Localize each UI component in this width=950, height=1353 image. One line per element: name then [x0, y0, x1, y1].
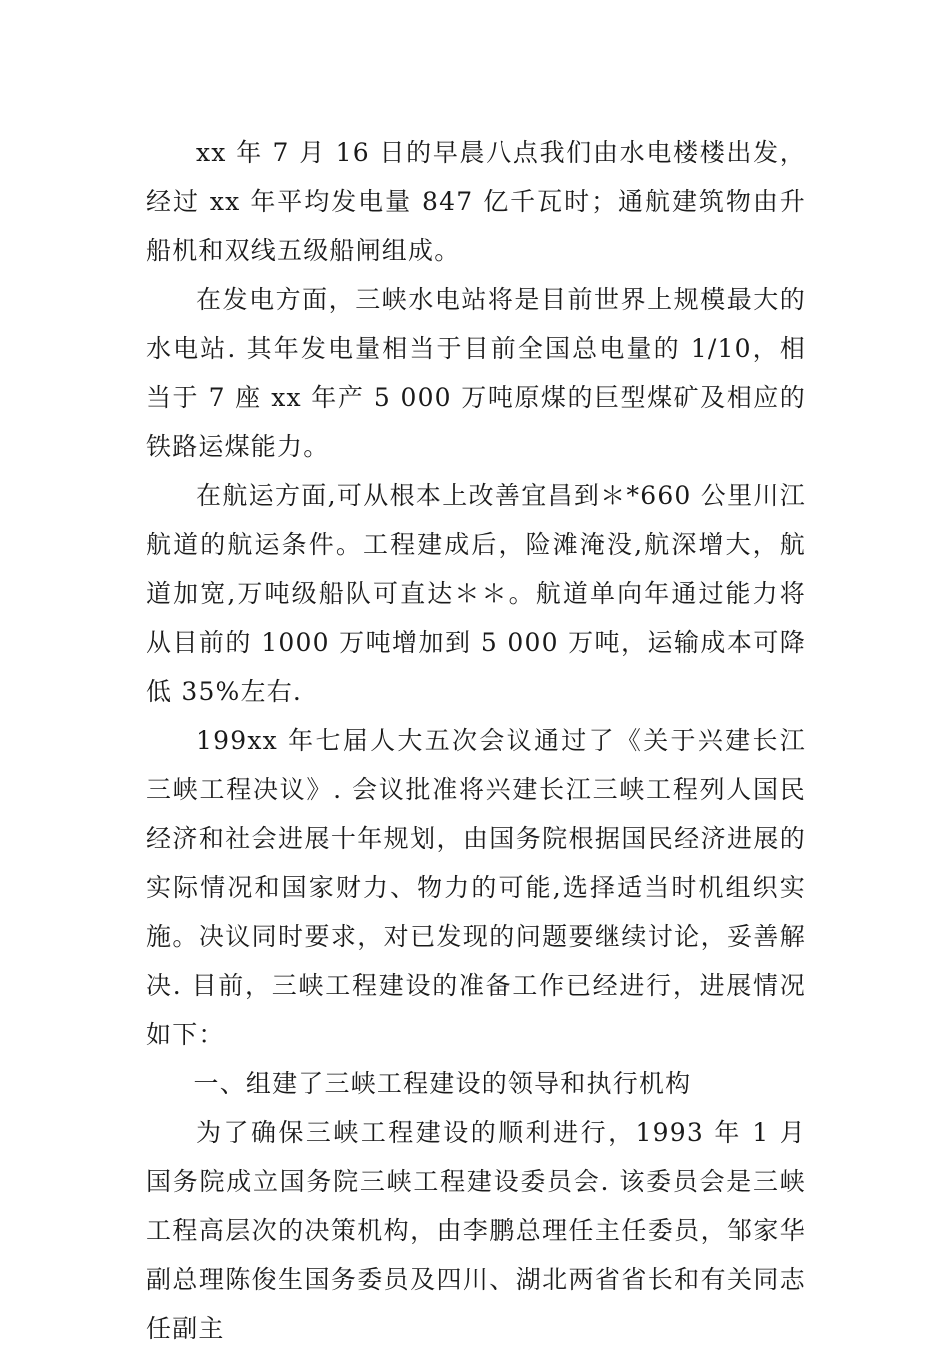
- paragraph-committee: 为了确保三峡工程建设的顺利进行，1993 年 1 月国务院成立国务院三峡工程建设委员会. 该委员会是三峡工程高层次的决策机构，由李鹏总理任主任委员，邹家华副总理陈俊生国务委员及四川、湖北两省省长和有关同志任副主: [146, 1118, 806, 1343]
- document-body: [146, 128, 806, 1353]
- paragraph-intro: xx 年 7 月 16 日的早晨八点我们由水电楼楼出发，经过 xx 年平均发电量 847 亿千瓦时；通航建筑物由升船机和双线五级船闸组成。: [146, 138, 806, 265]
- paragraph-power-generation: 在发电方面，三峡水电站将是目前世界上规模最大的水电站. 其年发电量相当于目前全国总电量的 1/10，相当于 7 座 xx 年产 5 000 万吨原煤的巨型煤矿及相应的铁路运煤能力。: [146, 285, 806, 461]
- paragraph-navigation: 在航运方面,可从根本上改善宜昌到＊*660 公里川江航道的航运条件。工程建成后，险滩淹没,航深增大，航道加宽,万吨级船队可直达＊＊。航道单向年通过能力将从目前的 1000 万吨增加到 5 000 万吨，运输成本可降低 35%左右.: [146, 481, 806, 706]
- paragraph-resolution: 199xx 年七届人大五次会议通过了《关于兴建长江三峡工程决议》. 会议批准将兴建长江三峡工程列人国民经济和社会进展十年规划，由国务院根据国民经济进展的实际情况和国家财力、物力的可能,选择适当时机组织实施。决议同时要求，对已发现的问题要继续讨论，妥善解决. 目前，三峡工程建设的准备工作已经进行，进展情况如下：: [146, 726, 806, 1049]
- section-heading: 一、组建了三峡工程建设的领导和执行机构: [193, 1069, 692, 1098]
